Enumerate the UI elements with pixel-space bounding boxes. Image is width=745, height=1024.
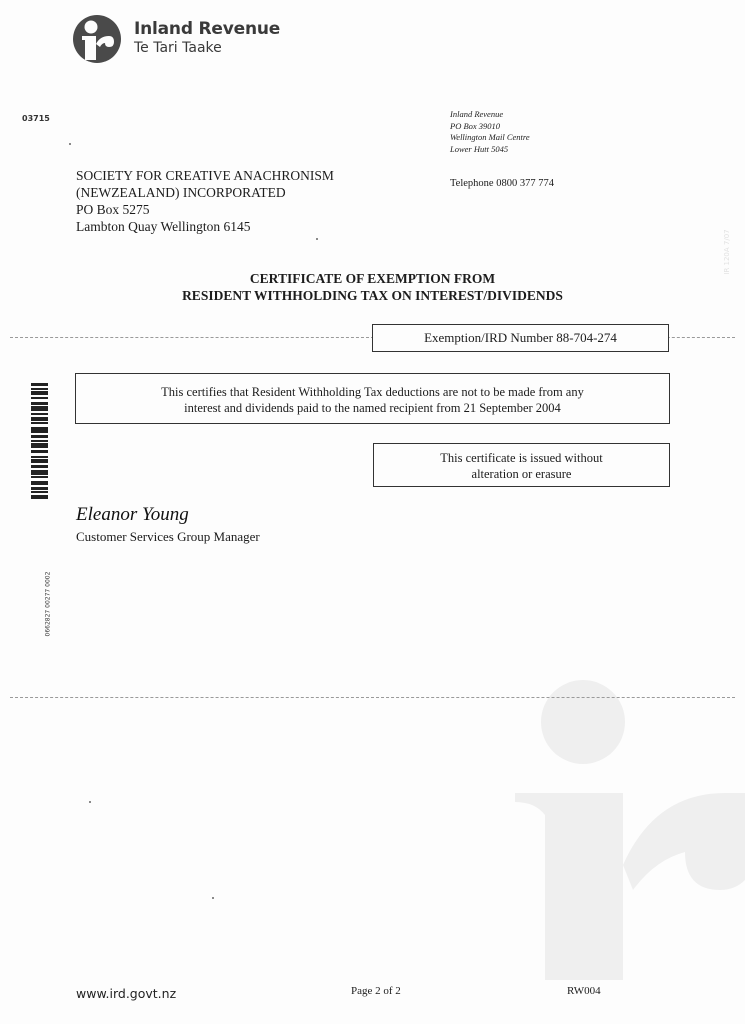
sender-address-line: Inland Revenue (450, 109, 504, 119)
issue-note-box (373, 443, 670, 487)
page-number: Page 2 of 2 (351, 985, 401, 997)
recipient-address-line: Lambton Quay Wellington 6145 (76, 219, 251, 234)
form-version-vertical: IR 120A 7/07 (723, 229, 731, 275)
speck (69, 143, 71, 145)
inland-revenue-logo (72, 14, 281, 66)
certificate-title-line: CERTIFICATE OF EXEMPTION FROM (249, 271, 496, 286)
ird-number-box (372, 324, 669, 352)
recipient-address (76, 167, 334, 235)
recipient-address-line: SOCIETY FOR CREATIVE ANACHRONISM (76, 168, 334, 183)
certification-statement-line: This certifies that Resident Withholding Tax deductions are not to be made from any (161, 385, 584, 399)
recipient-address-line: PO Box 5275 (76, 202, 150, 217)
issue-note-line: alteration or erasure (471, 467, 572, 481)
form-code: RW004 (567, 985, 601, 997)
issue-note-line: This certificate is issued without (440, 451, 603, 465)
certification-statement-box (75, 373, 670, 424)
logo-title: Inland Revenue (134, 19, 281, 39)
speck (89, 801, 91, 803)
document-id-vertical: 0662827 00277 0002 (44, 571, 52, 637)
ir-watermark-icon (505, 680, 745, 980)
signatory-name: Eleanor Young (76, 504, 189, 525)
barcode (31, 383, 48, 508)
ir-logo-icon (72, 14, 122, 64)
fold-line (10, 697, 735, 698)
telephone: Telephone 0800 377 774 (450, 178, 554, 189)
certificate-title (0, 271, 745, 304)
website-link[interactable]: www.ird.govt.nz (76, 986, 177, 1001)
certification-statement-line: interest and dividends paid to the named recipient from 21 September 2004 (184, 401, 561, 415)
sender-address-line: PO Box 39010 (450, 120, 501, 131)
ird-number: Exemption/IRD Number 88-704-274 (424, 330, 617, 345)
signatory-role: Customer Services Group Manager (76, 529, 260, 544)
logo-subtitle: Te Tari Taake (134, 40, 222, 56)
reference-code: 03715 (22, 114, 50, 123)
speck (316, 238, 318, 240)
sender-address-line: Wellington Mail Centre (450, 132, 530, 142)
sender-address-line: Lower Hutt 5045 (450, 143, 509, 154)
certificate-title-line: RESIDENT WITHHOLDING TAX ON INTEREST/DIVIDENDS (182, 287, 563, 303)
speck (212, 897, 214, 899)
sender-address (450, 109, 530, 155)
recipient-address-line: (NEWZEALAND) INCORPORATED (76, 185, 286, 200)
